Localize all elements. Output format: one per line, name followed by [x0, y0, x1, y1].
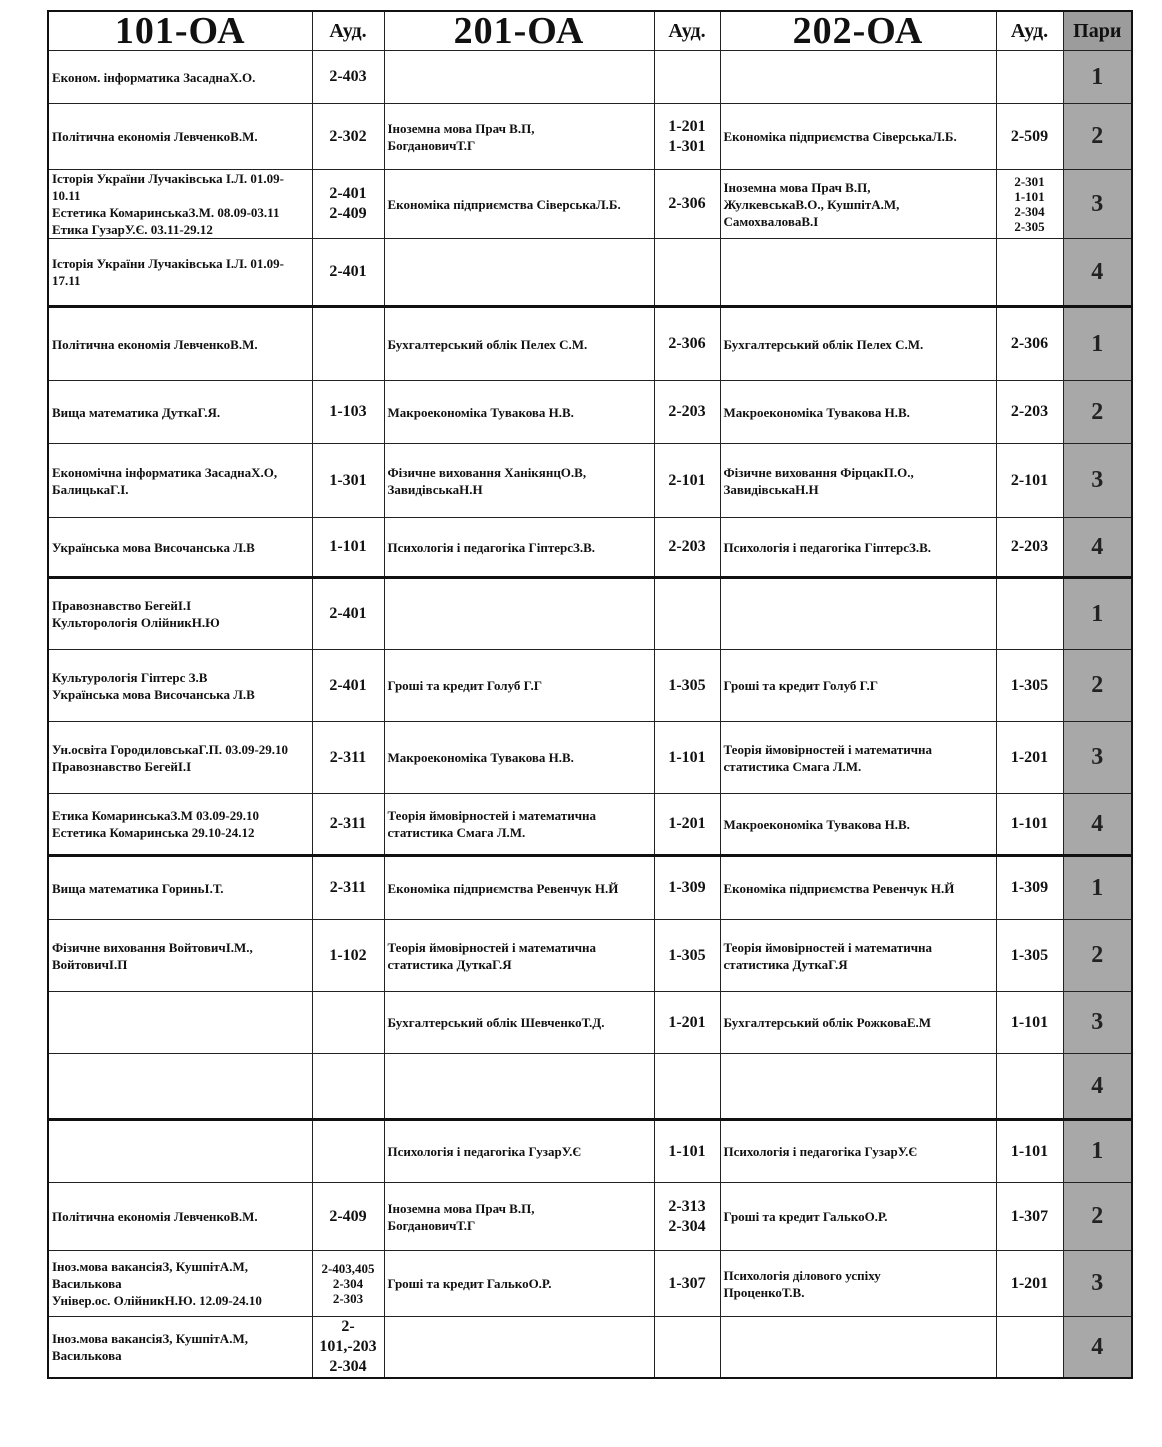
room-cell-201: [654, 518, 720, 578]
subject-cell-201: [384, 650, 654, 722]
subject-cell-101: [48, 794, 312, 856]
subject-line: Бухгалтерський облік РожковаЕ.М: [723, 1015, 932, 1030]
subject-line: Політична економія ЛевченкоВ.М.: [52, 129, 258, 144]
room-line: 2-306: [1010, 335, 1049, 352]
group-title-202: 202-ОА: [720, 11, 996, 51]
subject-line: Культорологія ОлійникН.Ю: [52, 615, 220, 630]
subject-cell-201: [384, 307, 654, 381]
room-line: 1-305: [1010, 676, 1049, 694]
room-line: 2-306: [668, 335, 706, 352]
room-cell-101: [312, 794, 384, 856]
subject-cell-202: [720, 1251, 996, 1317]
room-cell-202: [996, 239, 1063, 307]
room-line: 1-101: [668, 1142, 706, 1160]
subject-line: статистика Смага Л.М.: [723, 758, 862, 774]
aud-header-2: Ауд.: [654, 11, 720, 51]
subject-cell-202: [720, 170, 996, 239]
table-row: [48, 794, 1132, 856]
room-line: 2-303: [332, 1291, 364, 1306]
pair-number: 2: [1063, 650, 1132, 722]
pair-number: 4: [1063, 518, 1132, 578]
subject-line: Іноземна мова Прач В.П,: [387, 120, 535, 136]
subject-cell-202: [720, 1183, 996, 1251]
pair-number: 1: [1063, 1120, 1132, 1183]
room-line: 2-311: [329, 748, 367, 766]
room-line: 1-305: [668, 676, 706, 694]
schedule-table: [47, 10, 1133, 1379]
room-line: 2-401: [329, 605, 367, 622]
subject-line: Гроші та кредит Голуб Г.Г: [723, 678, 878, 693]
subject-cell-101: [48, 1183, 312, 1251]
subject-cell-202: [720, 722, 996, 794]
room-line: 2-306: [668, 195, 706, 212]
table-row: [48, 1120, 1132, 1183]
room-line: 2-409: [329, 205, 367, 222]
room-cell-202: [996, 518, 1063, 578]
subject-line: Політична економія ЛевченкоВ.М.: [52, 336, 258, 352]
room-cell-202: [996, 104, 1063, 170]
room-cell-201: [654, 650, 720, 722]
subject-line: Психологія і педагогіка ГіптерсЗ.В.: [387, 539, 596, 555]
room-cell-101: [312, 104, 384, 170]
subject-line: Естетика КомаринськаЗ.М. 08.09-03.11: [52, 205, 280, 220]
room-cell-101: [312, 444, 384, 518]
pair-number: 3: [1063, 1251, 1132, 1317]
subject-cell-101: [48, 239, 312, 307]
subject-line: Фізичне виховання ФірцакП.О.,: [723, 464, 914, 480]
room-line: 2-101: [668, 471, 706, 489]
room-line: 2-311: [329, 879, 367, 896]
subject-cell-101: [48, 722, 312, 794]
subject-line: статистика ДуткаГ.Я: [723, 956, 848, 972]
group-title-201: 201-ОА: [384, 11, 654, 51]
subject-line: Бухгалтерський облік ШевченкоТ.Д.: [387, 1015, 605, 1030]
subject-line: СамохваловаВ.І: [723, 213, 819, 229]
pair-number: 2: [1063, 1183, 1132, 1251]
room-line: 1-101: [329, 538, 367, 555]
room-line: 2-304: [1014, 204, 1045, 219]
room-line: 1-301: [329, 471, 367, 489]
subject-line: Фізичне виховання ВойтовичІ.М.,: [52, 939, 253, 955]
subject-cell-101: [48, 307, 312, 381]
pair-number: 4: [1063, 239, 1132, 307]
subject-line: ЗавидівськаН.Н: [723, 481, 819, 497]
room-line: 1-101: [1010, 1142, 1049, 1160]
room-cell-201: [654, 1317, 720, 1379]
subject-line: Психологія і педагогіка ГузарУ.Є: [387, 1144, 582, 1159]
pair-number: 1: [1063, 578, 1132, 650]
subject-line: Іноземна мова Прач В.П,: [723, 179, 871, 195]
subject-line: Фізичне виховання ХанікянцО.В,: [387, 464, 587, 480]
room-cell-201: [654, 381, 720, 444]
subject-cell-202: [720, 1120, 996, 1183]
subject-cell-202: [720, 1054, 996, 1120]
subject-cell-201: [384, 578, 654, 650]
room-cell-101: [312, 239, 384, 307]
room-cell-201: [654, 307, 720, 381]
subject-cell-202: [720, 104, 996, 170]
subject-line: Теорія ймовірностей і математична: [723, 939, 933, 955]
subject-line: Психологія ділового успіху: [723, 1267, 881, 1283]
subject-cell-202: [720, 1317, 996, 1379]
room-line: 1-103: [329, 403, 367, 420]
room-cell-201: [654, 920, 720, 992]
room-cell-201: [654, 578, 720, 650]
room-line: 2-305: [1014, 219, 1045, 234]
room-cell-101: [312, 1317, 384, 1379]
room-cell-101: [312, 170, 384, 239]
subject-cell-202: [720, 992, 996, 1054]
room-cell-202: [996, 381, 1063, 444]
room-cell-202: [996, 1251, 1063, 1317]
subject-line: Універ.ос. ОлійникН.Ю. 12.09-24.10: [52, 1293, 262, 1308]
header-row: [48, 11, 1132, 51]
subject-cell-202: [720, 51, 996, 104]
room-line: 2-403: [329, 68, 367, 85]
subject-cell-201: [384, 1183, 654, 1251]
pair-number: 1: [1063, 307, 1132, 381]
subject-cell-202: [720, 650, 996, 722]
subject-line: Теорія ймовірностей і математична: [723, 741, 933, 757]
room-cell-202: [996, 307, 1063, 381]
subject-cell-201: [384, 920, 654, 992]
room-cell-201: [654, 1054, 720, 1120]
room-cell-202: [996, 170, 1063, 239]
subject-line: ЗавидівськаН.Н: [387, 481, 483, 497]
subject-line: Історія України Лучаківська І.Л. 01.09-17.11: [52, 256, 284, 288]
subject-cell-201: [384, 1251, 654, 1317]
room-cell-201: [654, 51, 720, 104]
subject-line: Естетика Комаринська 29.10-24.12: [52, 825, 255, 840]
table-row: [48, 856, 1132, 920]
room-cell-202: [996, 1120, 1063, 1183]
subject-line: Бухгалтерський облік Пелех С.М.: [387, 336, 588, 352]
room-line: 1-305: [668, 946, 706, 964]
room-line: 2-301: [1014, 174, 1045, 189]
room-line: 2-409: [329, 1207, 367, 1225]
subject-line: Правознавство БегейІ.І: [52, 758, 192, 774]
room-cell-202: [996, 856, 1063, 920]
subject-line: Макроекономіка Тувакова Н.В.: [387, 404, 574, 420]
room-cell-101: [312, 1251, 384, 1317]
subject-cell-201: [384, 381, 654, 444]
subject-line: Економ. інформатика ЗасаднаХ.О.: [52, 69, 256, 85]
room-cell-201: [654, 239, 720, 307]
room-cell-101: [312, 1054, 384, 1120]
pair-number: 1: [1063, 51, 1132, 104]
room-line: 1-201: [668, 1013, 706, 1031]
room-line: 2-203: [668, 538, 706, 555]
subject-cell-202: [720, 444, 996, 518]
subject-cell-101: [48, 992, 312, 1054]
subject-cell-202: [720, 307, 996, 381]
room-cell-201: [654, 992, 720, 1054]
room-line: 1-101: [1014, 189, 1045, 204]
room-cell-101: [312, 51, 384, 104]
room-cell-101: [312, 856, 384, 920]
subject-cell-101: [48, 856, 312, 920]
subject-cell-101: [48, 104, 312, 170]
room-line: 1-301: [668, 137, 706, 155]
room-line: 2-203: [668, 403, 706, 420]
pair-number: 4: [1063, 794, 1132, 856]
room-cell-101: [312, 307, 384, 381]
room-cell-101: [312, 1183, 384, 1251]
subject-cell-201: [384, 1317, 654, 1379]
subject-cell-201: [384, 444, 654, 518]
pair-number: 3: [1063, 170, 1132, 239]
room-line: 2-401: [329, 676, 367, 694]
room-line: 2-203: [1010, 403, 1049, 420]
subject-line: Економіка підприємства СіверськаЛ.Б.: [723, 129, 957, 144]
subject-line: Культурологія Гіптерс З.В: [52, 669, 208, 685]
subject-line: Політична економія ЛевченкоВ.М.: [52, 1209, 258, 1224]
room-cell-101: [312, 578, 384, 650]
room-line: 2-101: [1010, 471, 1049, 489]
subject-cell-202: [720, 920, 996, 992]
subject-line: БогдановичТ.Г: [387, 137, 476, 153]
table-row: [48, 1251, 1132, 1317]
room-cell-101: [312, 1120, 384, 1183]
room-cell-202: [996, 444, 1063, 518]
pair-number: 2: [1063, 920, 1132, 992]
room-cell-201: [654, 1183, 720, 1251]
room-line: 2-302: [329, 127, 367, 145]
pair-number: 3: [1063, 992, 1132, 1054]
room-line: 2-304: [332, 1276, 364, 1291]
room-cell-202: [996, 578, 1063, 650]
subject-cell-201: [384, 992, 654, 1054]
room-line: 1-309: [1010, 879, 1049, 896]
subject-line: Іноз.мова вакансіяЗ, КушпітА.М,: [52, 1331, 248, 1346]
table-row: [48, 1054, 1132, 1120]
subject-cell-201: [384, 722, 654, 794]
room-cell-202: [996, 51, 1063, 104]
subject-line: Етика ГузарУ.Є. 03.11-29.12: [52, 222, 213, 237]
room-line: 1-101: [668, 748, 706, 766]
room-line: 1-305: [1010, 946, 1049, 964]
subject-cell-202: [720, 856, 996, 920]
room-line: 1-309: [668, 879, 706, 896]
table-row: [48, 444, 1132, 518]
subject-cell-202: [720, 381, 996, 444]
subject-line: Гроші та кредит ГалькоО.Р.: [723, 1209, 888, 1224]
schedule-sheet: [47, 10, 1131, 1376]
room-line: 2-304: [668, 1217, 706, 1235]
room-cell-101: [312, 722, 384, 794]
room-cell-201: [654, 722, 720, 794]
room-cell-202: [996, 992, 1063, 1054]
room-cell-101: [312, 518, 384, 578]
room-line: 2-403,405: [321, 1261, 375, 1276]
pair-number: 2: [1063, 104, 1132, 170]
subject-line: Українська мова Височанська Л.В: [52, 686, 255, 702]
subject-cell-101: [48, 650, 312, 722]
subject-line: Іноз.мова вакансіяЗ, КушпітА.М,: [52, 1259, 248, 1274]
table-row: [48, 578, 1132, 650]
subject-cell-201: [384, 856, 654, 920]
table-row: [48, 992, 1132, 1054]
table-row: [48, 381, 1132, 444]
room-cell-201: [654, 444, 720, 518]
table-row: [48, 650, 1132, 722]
pair-number: 4: [1063, 1054, 1132, 1120]
room-cell-202: [996, 1317, 1063, 1379]
room-line: 1-307: [668, 1274, 706, 1292]
subject-cell-101: [48, 170, 312, 239]
room-cell-201: [654, 104, 720, 170]
subject-line: Макроекономіка Тувакова Н.В.: [723, 816, 910, 832]
room-line: 1-201: [668, 815, 706, 832]
subject-cell-101: [48, 381, 312, 444]
room-cell-201: [654, 170, 720, 239]
subject-line: ЖулкевськаВ.О., КушпітА.М,: [723, 196, 900, 212]
room-line: 1-201: [1010, 748, 1049, 766]
subject-line: Василькова: [52, 1348, 122, 1363]
subject-line: Василькова: [52, 1276, 122, 1291]
subject-line: ВойтовичІ.П: [52, 956, 128, 972]
subject-cell-101: [48, 51, 312, 104]
subject-line: Економічна інформатика ЗасаднаХ.О,: [52, 464, 278, 480]
subject-line: БогдановичТ.Г: [387, 1217, 476, 1233]
room-line: 1-101: [1010, 815, 1049, 832]
table-row: [48, 170, 1132, 239]
subject-cell-101: [48, 1054, 312, 1120]
subject-line: Макроекономіка Тувакова Н.В.: [387, 750, 574, 765]
room-cell-202: [996, 794, 1063, 856]
room-line: 2-401: [329, 185, 367, 202]
room-line: 1-102: [329, 946, 367, 964]
subject-cell-101: [48, 1317, 312, 1379]
subject-line: Гроші та кредит ГалькоО.Р.: [387, 1276, 552, 1291]
subject-line: БалицькаГ.І.: [52, 481, 129, 497]
room-line: 2-401: [329, 263, 367, 280]
subject-line: ПроценкоТ.В.: [723, 1284, 805, 1300]
table-row: [48, 722, 1132, 794]
subject-line: Теорія ймовірностей і математична: [387, 808, 597, 823]
room-line: 2-311: [329, 815, 367, 832]
subject-cell-101: [48, 578, 312, 650]
subject-cell-101: [48, 1120, 312, 1183]
subject-line: Економіка підприємства СіверськаЛ.Б.: [387, 196, 621, 212]
subject-line: Економіка підприємства Ревенчук Н.Й: [723, 880, 955, 896]
table-row: [48, 1183, 1132, 1251]
room-line: 2-101,-203: [319, 1318, 377, 1355]
room-cell-201: [654, 794, 720, 856]
subject-line: Етика КомаринськаЗ.М 03.09-29.10: [52, 808, 259, 823]
room-cell-201: [654, 1251, 720, 1317]
subject-cell-202: [720, 239, 996, 307]
aud-header-1: Ауд.: [312, 11, 384, 51]
room-cell-202: [996, 1183, 1063, 1251]
subject-line: Психологія і педагогіка ГіптерсЗ.В.: [723, 539, 932, 555]
pair-number: 3: [1063, 444, 1132, 518]
subject-cell-101: [48, 1251, 312, 1317]
subject-line: Українська мова Височанська Л.В: [52, 539, 255, 555]
subject-line: Теорія ймовірностей і математична: [387, 939, 597, 955]
table-row: [48, 518, 1132, 578]
subject-cell-201: [384, 104, 654, 170]
room-line: 2-304: [329, 1358, 367, 1375]
pair-number: 1: [1063, 856, 1132, 920]
room-cell-201: [654, 856, 720, 920]
subject-line: Ун.освіта ГородиловськаГ.П. 03.09-29.10: [52, 741, 289, 757]
subject-line: Правознавство БегейІ.І: [52, 598, 192, 613]
subject-cell-101: [48, 444, 312, 518]
subject-line: Вища математика ДуткаГ.Я.: [52, 404, 221, 420]
pair-number: 2: [1063, 381, 1132, 444]
room-cell-101: [312, 920, 384, 992]
subject-line: Економіка підприємства Ревенчук Н.Й: [387, 880, 619, 896]
subject-cell-202: [720, 518, 996, 578]
subject-cell-202: [720, 794, 996, 856]
room-cell-202: [996, 650, 1063, 722]
group-title-101: 101-ОА: [48, 11, 312, 51]
room-line: 2-509: [1010, 127, 1049, 145]
subject-cell-101: [48, 920, 312, 992]
room-cell-101: [312, 992, 384, 1054]
subject-cell-201: [384, 794, 654, 856]
subject-cell-202: [720, 578, 996, 650]
room-line: 1-201: [668, 117, 706, 135]
subject-line: Вища математика ГориньІ.Т.: [52, 880, 224, 896]
subject-cell-201: [384, 1120, 654, 1183]
room-cell-101: [312, 381, 384, 444]
room-line: 2-313: [668, 1197, 706, 1215]
room-line: 1-101: [1010, 1013, 1049, 1031]
pari-header: Пари: [1063, 11, 1132, 51]
schedule-body: [48, 51, 1132, 1379]
subject-line: Іноземна мова Прач В.П,: [387, 1200, 535, 1216]
pair-number: 3: [1063, 722, 1132, 794]
subject-line: Історія України Лучаківська І.Л. 01.09-10.11: [52, 171, 284, 203]
table-row: [48, 239, 1132, 307]
room-line: 1-201: [1010, 1274, 1049, 1292]
subject-cell-201: [384, 51, 654, 104]
table-row: [48, 307, 1132, 381]
pair-number: 4: [1063, 1317, 1132, 1379]
room-cell-101: [312, 650, 384, 722]
room-cell-202: [996, 722, 1063, 794]
subject-line: Психологія і педагогіка ГузарУ.Є: [723, 1144, 918, 1159]
subject-cell-201: [384, 518, 654, 578]
room-line: 2-203: [1010, 538, 1049, 555]
room-cell-201: [654, 1120, 720, 1183]
table-row: [48, 1317, 1132, 1379]
subject-line: Гроші та кредит Голуб Г.Г: [387, 678, 542, 693]
subject-cell-101: [48, 518, 312, 578]
room-line: 1-307: [1010, 1207, 1049, 1225]
subject-line: статистика ДуткаГ.Я: [387, 956, 512, 972]
subject-line: Макроекономіка Тувакова Н.В.: [723, 404, 910, 420]
subject-line: статистика Смага Л.М.: [387, 825, 526, 840]
subject-line: Бухгалтерський облік Пелех С.М.: [723, 336, 924, 352]
table-row: [48, 920, 1132, 992]
table-row: [48, 51, 1132, 104]
subject-cell-201: [384, 170, 654, 239]
table-row: [48, 104, 1132, 170]
aud-header-3: Ауд.: [996, 11, 1063, 51]
room-cell-202: [996, 920, 1063, 992]
subject-cell-201: [384, 239, 654, 307]
room-cell-202: [996, 1054, 1063, 1120]
subject-cell-201: [384, 1054, 654, 1120]
